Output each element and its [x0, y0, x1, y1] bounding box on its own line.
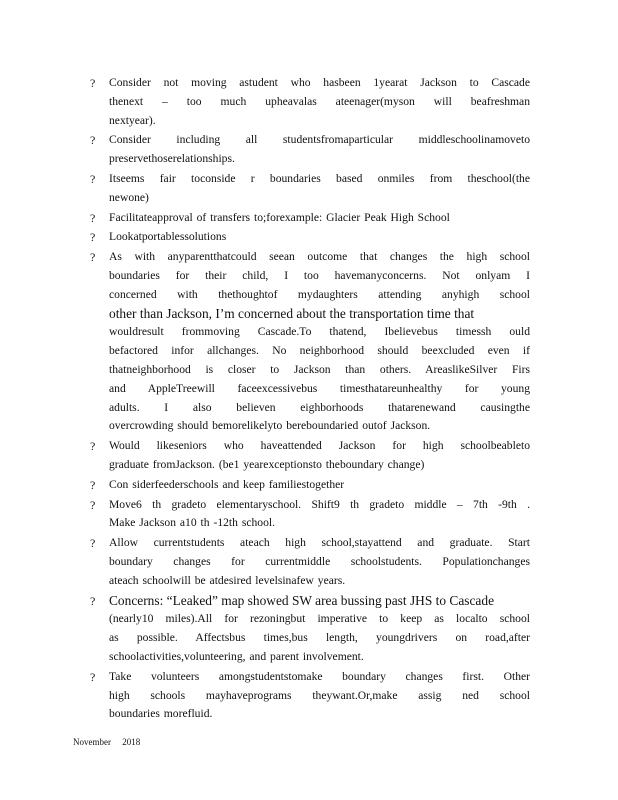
bullet-marker: ?	[90, 171, 96, 186]
bullet-marker: ?	[90, 497, 96, 512]
text-line: Con siderfeederschools and keep familiestogether	[109, 477, 345, 491]
text-line: graduate fromJackson. (be1 yearexceptionsto theboundary change)	[109, 457, 425, 471]
text-line: Itseems fair toconside r boundaries based onmiles from theschool(the	[109, 171, 530, 185]
text-line: wouldresult frommoving Cascade.To thatend, Ibelievebus timessh ould	[109, 325, 530, 339]
bullet-marker: ?	[90, 439, 96, 454]
list-item-text	[109, 131, 530, 169]
bullet-marker: ?	[90, 230, 96, 245]
list-item-text	[109, 74, 530, 130]
text-line: As with anyparentthatcould seean outcome that changes the high school	[109, 250, 530, 264]
page-footer	[73, 737, 140, 747]
text-line: thenext – too much upheavalas ateenager(myson will beafreshman	[109, 94, 530, 108]
text-line: Would likeseniors who haveattended Jackson for high schoolbeableto	[109, 439, 530, 453]
text-line: Consider not moving astudent who hasbeen 1yearat Jackson to Cascade	[109, 76, 530, 89]
list-item-text	[109, 437, 530, 475]
list-item	[90, 248, 530, 436]
text-line: newone)	[109, 190, 149, 204]
bullet-marker: ?	[90, 76, 96, 90]
list-item	[90, 170, 530, 208]
list-item	[90, 496, 530, 534]
text-line: Allow currentstudents ateach high school,stayattend and graduate. Start	[109, 536, 530, 550]
list-item	[90, 228, 530, 247]
text-line: Facilitateapproval of transfers to;forexample: Glacier Peak High School	[109, 210, 450, 224]
list-item	[90, 592, 530, 667]
bullet-marker: ?	[90, 133, 96, 148]
list-item-text	[109, 534, 530, 590]
text-line: nextyear).	[109, 113, 156, 127]
list-item-text	[109, 496, 530, 534]
bullet-marker: ?	[90, 593, 96, 608]
bullet-marker: ?	[90, 536, 96, 551]
text-line: Make Jackson a10 th -12th school.	[109, 516, 275, 530]
bullet-marker: ?	[90, 250, 96, 265]
list-item	[90, 131, 530, 169]
list-item	[90, 668, 530, 724]
list-item	[90, 476, 530, 495]
list-item-text	[109, 248, 530, 436]
list-item	[90, 437, 530, 475]
text-line: Lookatportablessolutions	[109, 230, 227, 244]
text-line: ateach schoolwill be atdesired levelsinafew years.	[109, 573, 346, 587]
text-line: high schools mayhaveprograms theywant.Or,make assig ned school	[109, 688, 530, 702]
list-item	[90, 209, 530, 228]
list-item-text	[109, 592, 530, 667]
bullet-marker: ?	[90, 477, 96, 492]
text-line: befactored infor allchanges. No neighborhood should beexcluded even if	[109, 344, 530, 358]
text-line: and AppleTreewill faceexcessivebus timesthatareunhealthy for young	[109, 381, 530, 395]
list-item	[90, 534, 530, 590]
text-line: overcrowding should bemorelikelyto bereboundaried outof Jackson.	[109, 419, 431, 433]
list-item	[90, 74, 530, 130]
text-line: boundaries morefluid.	[109, 707, 213, 721]
list-item-text	[109, 668, 530, 724]
text-line: Move6 th gradeto elementaryschool. Shift9 th gradeto middle – 7th -9th .	[109, 497, 530, 511]
text-line: other than Jackson, I’m concerned about the transportation time that	[109, 305, 475, 321]
text-line: thatneighborhood is closer to Jackson than others. AreaslikeSilver Firs	[109, 362, 530, 376]
footer-year: 2018	[122, 737, 141, 747]
list-item-text	[109, 170, 530, 208]
text-line: boundary changes for currentmiddle schoolstudents. Populationchanges	[109, 554, 530, 568]
list-item-text	[109, 209, 530, 228]
bullet-marker: ?	[90, 210, 96, 225]
list-item-text	[109, 228, 530, 247]
list-item-text	[109, 476, 530, 495]
text-line: concerned with thethoughtof mydaughters attending anyhigh school	[109, 287, 530, 301]
footer-month: November	[73, 737, 111, 747]
text-line: preservethoserelationships.	[109, 152, 235, 166]
text-line: as possible. Affectsbus times,bus length, youngdrivers on road,after	[109, 631, 530, 645]
text-line: boundaries for their child, I too havemanyconcerns. Not onlyam I	[109, 268, 530, 282]
text-line: adults. I also believen eighborhoods thatarenewand causingthe	[109, 400, 530, 414]
text-line: (nearly10 miles).All for rezoningbut imperative to keep as localto school	[109, 612, 530, 626]
text-line: Consider including all studentsfromaparticular middleschoolinamoveto	[109, 133, 530, 147]
text-line: schoolactivities,volunteering, and parent involvement.	[109, 649, 364, 663]
comment-list	[90, 74, 530, 725]
bullet-marker: ?	[90, 669, 96, 684]
text-line: Take volunteers amongstudentstomake boundary changes first. Other	[109, 669, 530, 683]
text-line: Concerns: “Leaked” map showed SW area bussing past JHS to Cascade	[109, 592, 495, 608]
